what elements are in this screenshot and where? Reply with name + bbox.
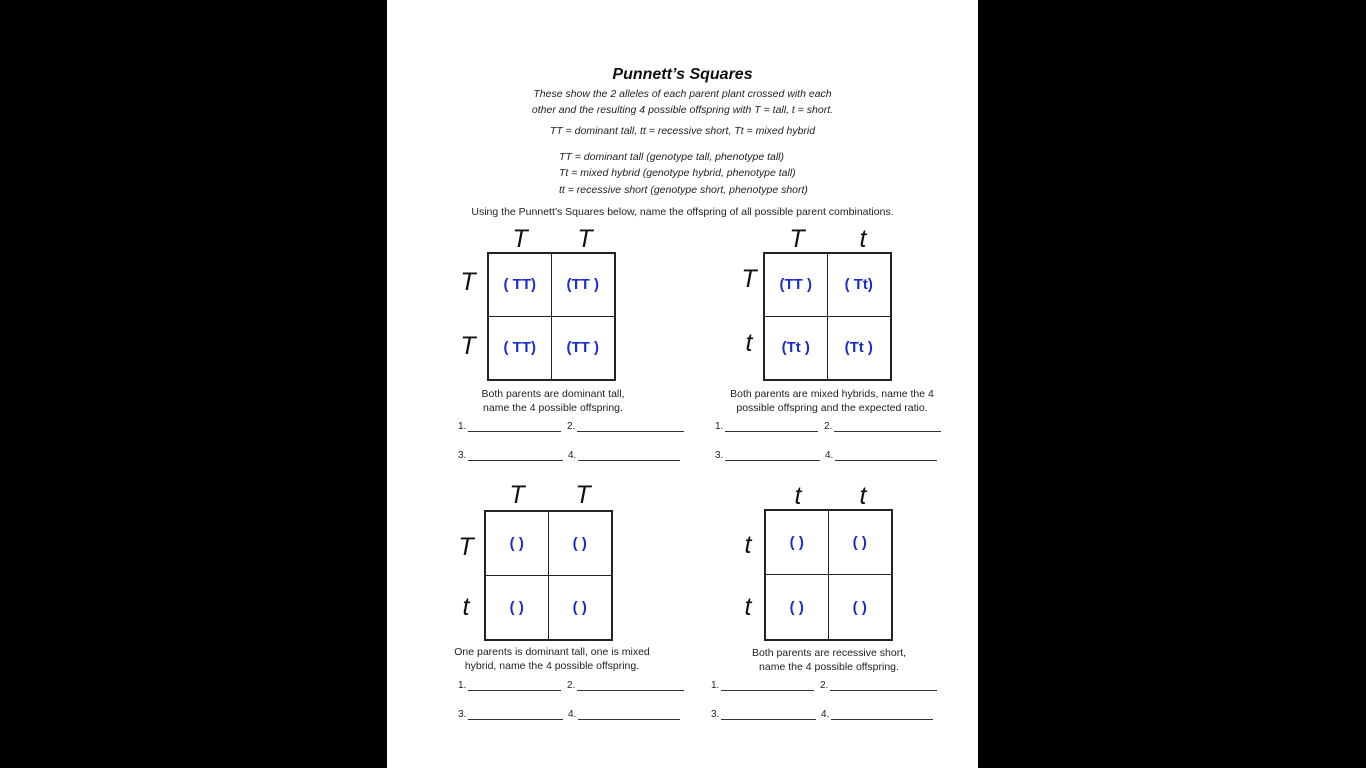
answer-blank-1[interactable] — [458, 421, 561, 432]
intro-line-1: These show the 2 alleles of each parent plant crossed with each — [533, 88, 832, 100]
answer-blank-2[interactable] — [567, 680, 684, 691]
caption-line: hybrid, name the 4 possible offspring. — [464, 660, 640, 672]
offspring-cell: ( ) — [829, 511, 892, 575]
definition-hybrid: Tt = mixed hybrid (genotype hybrid, phenotype tall) — [559, 167, 796, 179]
side-allele: T — [741, 265, 757, 293]
caption-line: One parents is dominant tall, one is mixed — [454, 646, 650, 658]
offspring-cell: ( ) — [486, 512, 549, 576]
answer-blank-4[interactable] — [821, 709, 933, 720]
offspring-cell: ( ) — [572, 598, 587, 616]
side-allele: T — [460, 268, 476, 296]
answer-number: 4. — [825, 450, 834, 461]
caption-line: Both parents are dominant tall, — [481, 388, 625, 400]
answer-blank-1[interactable] — [458, 680, 561, 691]
square-caption — [709, 646, 949, 674]
top-allele: T — [509, 481, 525, 509]
answer-number: 1. — [458, 680, 467, 691]
answer-number: 2. — [824, 421, 833, 432]
answer-blank-3[interactable] — [458, 709, 563, 720]
offspring-cell: (Tt ) — [844, 339, 873, 357]
answer-number: 1. — [711, 680, 720, 691]
offspring-cell: (Tt ) — [765, 317, 828, 380]
offspring-cell: (TT ) — [552, 254, 615, 317]
answer-number: 2. — [567, 421, 576, 432]
caption-line: Both parents are mixed hybrids, name the 4 — [730, 388, 934, 400]
page-title: Punnett’s Squares — [612, 66, 753, 83]
answer-number: 4. — [821, 709, 830, 720]
answer-number: 3. — [715, 450, 724, 461]
answer-blank-4[interactable] — [568, 450, 680, 461]
top-allele: T — [789, 225, 805, 253]
caption-line: Both parents are recessive short, — [751, 647, 907, 659]
answer-number: 2. — [820, 680, 829, 691]
top-allele: T — [512, 225, 528, 253]
answer-blank-1[interactable] — [715, 421, 818, 432]
answer-number: 3. — [458, 450, 467, 461]
instruction-text: Using the Punnett’s Squares below, name the offspring of all possible parent combinations. — [471, 206, 894, 218]
offspring-cell: ( ) — [766, 575, 829, 639]
square-caption — [432, 645, 672, 673]
side-allele: T — [460, 332, 476, 360]
punnett-grid — [764, 509, 893, 641]
answer-blank-1[interactable] — [711, 680, 814, 691]
answer-blank-4[interactable] — [825, 450, 937, 461]
offspring-cell: ( TT) — [489, 254, 552, 317]
offspring-cell: ( Tt) — [828, 254, 891, 317]
caption-line: name the 4 possible offspring. — [483, 402, 623, 414]
offspring-cell: ( TT) — [489, 317, 552, 380]
side-allele: T — [458, 533, 474, 561]
definition-dominant: TT = dominant tall (genotype tall, phenotype tall) — [559, 151, 785, 163]
offspring-cell: (TT ) — [765, 254, 828, 317]
worksheet-page — [387, 0, 978, 768]
square-caption — [712, 387, 952, 415]
offspring-cell: ( ) — [766, 511, 829, 575]
answer-number: 4. — [568, 450, 577, 461]
caption-line: possible offspring and the expected ratio. — [736, 402, 928, 414]
side-allele: t — [462, 593, 470, 621]
top-allele: T — [575, 481, 591, 509]
top-allele: t — [794, 482, 802, 510]
answer-number: 2. — [567, 680, 576, 691]
answer-blank-3[interactable] — [715, 450, 820, 461]
answer-blank-3[interactable] — [458, 450, 563, 461]
answer-number: 3. — [711, 709, 720, 720]
answer-blank-4[interactable] — [568, 709, 680, 720]
top-allele: t — [859, 482, 867, 510]
square-caption — [433, 387, 673, 415]
caption-line: name the 4 possible offspring. — [759, 661, 899, 673]
intro-line-2: other and the resulting 4 possible offspring with T = tall, t = short. — [531, 104, 834, 116]
punnett-grid — [487, 252, 616, 381]
definition-recessive: tt = recessive short (genotype short, phenotype short) — [559, 184, 808, 196]
top-allele: t — [859, 225, 867, 253]
answer-number: 4. — [568, 709, 577, 720]
answer-blank-2[interactable] — [567, 421, 684, 432]
answer-blank-3[interactable] — [711, 709, 816, 720]
offspring-cell: (TT ) — [566, 339, 599, 357]
offspring-cell: ( ) — [852, 598, 867, 616]
top-allele: T — [577, 225, 593, 253]
side-allele: t — [744, 593, 752, 621]
answer-blank-2[interactable] — [824, 421, 941, 432]
offspring-cell: ( ) — [549, 512, 612, 576]
answer-number: 1. — [458, 421, 467, 432]
punnett-grid — [763, 252, 892, 381]
punnett-grid — [484, 510, 613, 641]
side-allele: t — [745, 329, 753, 357]
answer-blank-2[interactable] — [820, 680, 937, 691]
offspring-cell: ( ) — [486, 576, 549, 640]
intro-line-3: TT = dominant tall, tt = recessive short, Tt = mixed hybrid — [549, 125, 816, 137]
side-allele: t — [744, 531, 752, 559]
answer-number: 1. — [715, 421, 724, 432]
answer-number: 3. — [458, 709, 467, 720]
